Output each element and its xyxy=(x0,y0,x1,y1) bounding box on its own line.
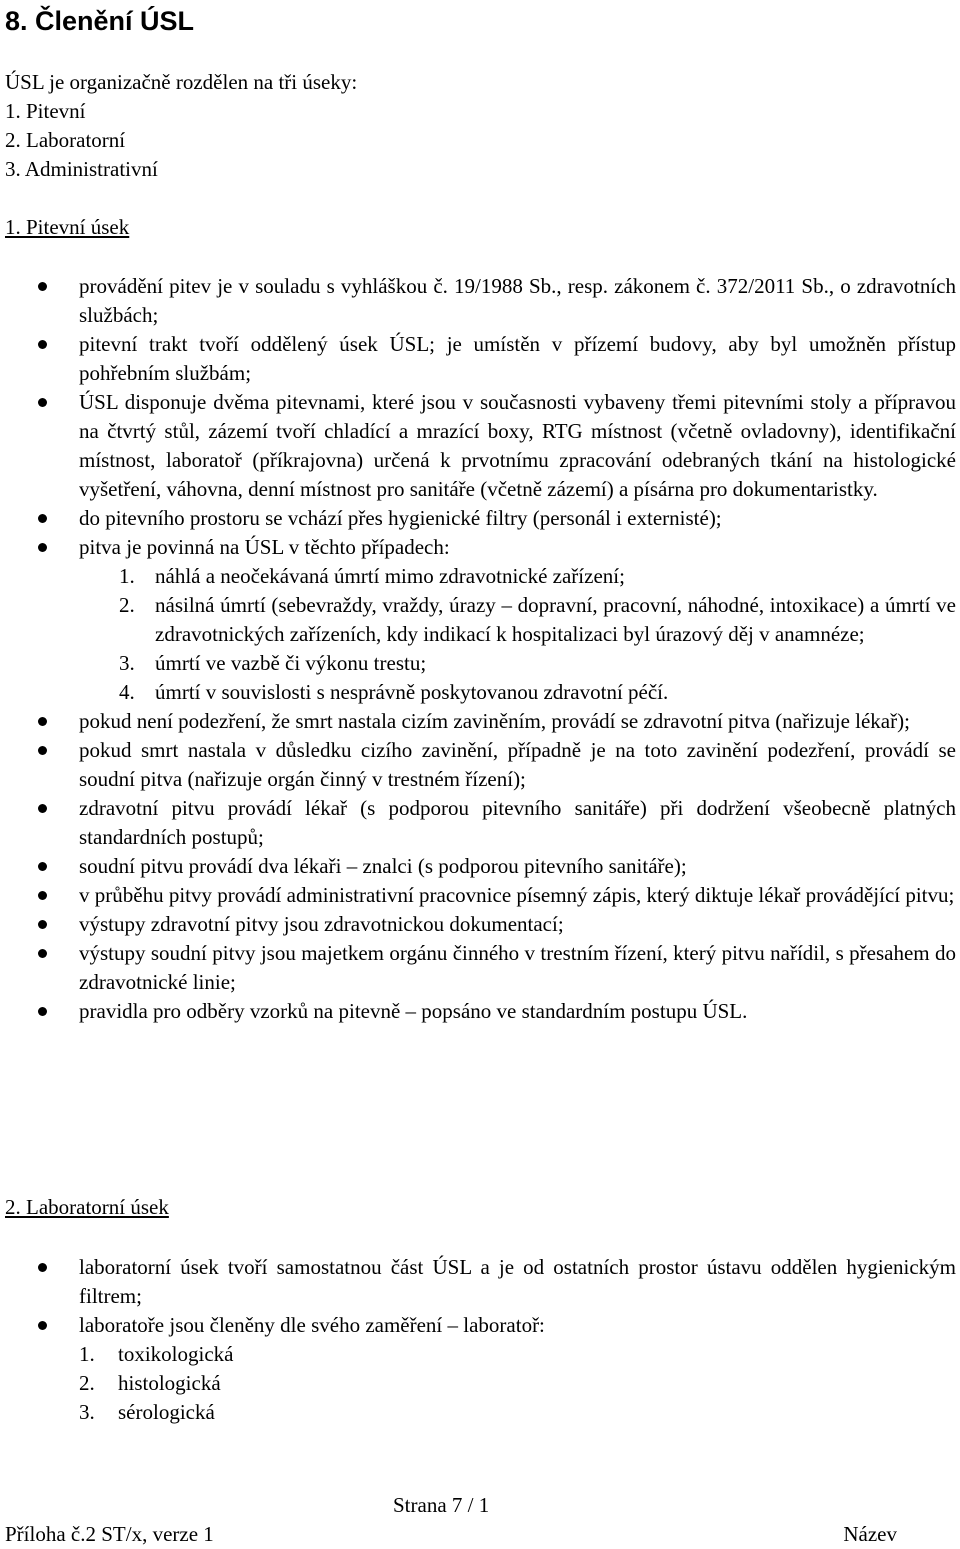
case-number: 2. xyxy=(119,593,135,617)
list-item xyxy=(0,881,960,910)
list-item xyxy=(0,707,960,736)
case-item xyxy=(79,678,956,707)
page-title: 8. Členění ÚSL xyxy=(5,6,195,36)
list-item-text: zdravotní pitvu provádí lékař (s podporou pitevního sanitáře) při dodržení všeobecně platných standardních postupů; xyxy=(79,796,956,849)
case-item xyxy=(79,649,956,678)
list-item xyxy=(0,388,960,504)
lab-name: toxikologická xyxy=(118,1342,234,1366)
case-number: 3. xyxy=(119,651,135,675)
list-item-text: výstupy zdravotní pitvy jsou zdravotnickou dokumentací; xyxy=(79,912,564,936)
case-text: násilná úmrtí (sebevraždy, vraždy, úrazy – dopravní, pracovní, náhodné, intoxikace) a úmrtí ve zdravotnických zařízeních, kdy indikací k hospitalizaci byl úrazový děj v anamnéze; xyxy=(155,593,956,646)
bullet-icon xyxy=(38,862,47,871)
footer-title-label: Název xyxy=(843,1522,897,1546)
list-item xyxy=(0,939,960,997)
list-item-text: pitevní trakt tvoří oddělený úsek ÚSL; je umístěn v přízemí budovy, aby byl umožněn přístup pohřebním službám; xyxy=(79,332,956,385)
bullet-icon xyxy=(38,1263,47,1272)
list-item-text: do pitevního prostoru se vchází přes hygienické filtry (personál i externisté); xyxy=(79,506,722,530)
list-item-text: ÚSL disponuje dvěma pitevnami, které jsou v současnosti vybaveny třemi pitevními stoly a přípravou na čtvrtý stůl, zázemí tvoří chladící a mrazící boxy, RTG místnost (včetně ovladovny), identifikační místnost, laboratoř (příkrajovna) určená k prvotnímu zpracování odebraných tkání na histologické vyšetření, váhovna, denní místnost pro sanitáře (včetně zázemí) a písárna pro dokumentaristky. xyxy=(79,390,956,501)
lab-item xyxy=(0,1398,233,1427)
laboratory-list xyxy=(0,1340,233,1427)
intro-item: 3. Administrativní xyxy=(5,157,158,181)
bullet-icon xyxy=(38,717,47,726)
list-item xyxy=(0,504,960,533)
list-item xyxy=(0,852,960,881)
list-item-text: laboratoře jsou členěny dle svého zaměření – laboratoř: xyxy=(79,1313,545,1337)
lab-number: 1. xyxy=(79,1342,95,1366)
list-item xyxy=(0,997,960,1026)
bullet-icon xyxy=(38,920,47,929)
list-item-text: výstupy soudní pitvy jsou majetkem orgánu činného v trestním řízení, který pitvu nařídil, s přesahem do zdravotnické linie; xyxy=(79,941,956,994)
list-item xyxy=(0,1253,960,1311)
section1-bullet-list xyxy=(0,272,960,1026)
case-text: úmrtí ve vazbě či výkonu trestu; xyxy=(155,651,427,675)
bullet-icon xyxy=(38,804,47,813)
list-item-text: v průběhu pitvy provádí administrativní pracovnice písemný zápis, který diktuje lékař provádějící pitvu; xyxy=(79,883,955,907)
bullet-icon xyxy=(38,1321,47,1330)
lab-number: 3. xyxy=(79,1400,95,1424)
bullet-icon xyxy=(38,514,47,523)
bullet-icon xyxy=(38,891,47,900)
page-number: Strana 7 / 1 xyxy=(393,1493,490,1517)
bullet-icon xyxy=(38,949,47,958)
intro-text: ÚSL je organizačně rozdělen na tři úseky: xyxy=(5,70,358,94)
intro-item: 2. Laboratorní xyxy=(5,128,126,152)
intro-item: 1. Pitevní xyxy=(5,99,86,123)
lab-number: 2. xyxy=(79,1371,95,1395)
list-item xyxy=(0,1311,960,1340)
section2-heading: 2. Laboratorní úsek xyxy=(5,1195,169,1219)
list-item xyxy=(0,794,960,852)
list-item-text: soudní pitvu provádí dva lékaři – znalci (s podporou pitevního sanitáře); xyxy=(79,854,687,878)
bullet-icon xyxy=(38,746,47,755)
bullet-icon xyxy=(38,340,47,349)
footer-attachment-label: Příloha č.2 ST/x, verze 1 xyxy=(5,1522,214,1546)
lab-item xyxy=(0,1369,233,1398)
list-item-text: pitva je povinná na ÚSL v těchto případech: xyxy=(79,535,450,559)
list-item-text: pokud není podezření, že smrt nastala cizím zaviněním, provádí se zdravotní pitva (nařizuje lékař); xyxy=(79,709,910,733)
lab-name: histologická xyxy=(118,1371,221,1395)
list-item-text: provádění pitev je v souladu s vyhláškou č. 19/1988 Sb., resp. zákonem č. 372/2011 Sb., o zdravotních službách; xyxy=(79,274,956,327)
list-item-text: laboratorní úsek tvoří samostatnou část ÚSL a je od ostatních prostor ústavu oddělen hygienickým filtrem; xyxy=(79,1255,956,1308)
lab-name: sérologická xyxy=(118,1400,215,1424)
case-text: náhlá a neočekávaná úmrtí mimo zdravotnické zařízení; xyxy=(155,564,625,588)
lab-item xyxy=(0,1340,233,1369)
bullet-icon xyxy=(38,543,47,552)
list-item xyxy=(0,272,960,330)
list-item xyxy=(0,533,960,707)
case-number: 4. xyxy=(119,680,135,704)
bullet-icon xyxy=(38,398,47,407)
mandatory-cases-list xyxy=(79,562,956,707)
list-item xyxy=(0,330,960,388)
list-item-text: pravidla pro odběry vzorků na pitevně – popsáno ve standardním postupu ÚSL. xyxy=(79,999,748,1023)
section2-bullet-list xyxy=(0,1253,960,1340)
bullet-icon xyxy=(38,1007,47,1016)
bullet-icon xyxy=(38,282,47,291)
case-number: 1. xyxy=(119,564,135,588)
list-item-text: pokud smrt nastala v důsledku cizího zavinění, případně je na toto zavinění podezření, provádí se soudní pitva (nařizuje orgán činný v trestném řízení); xyxy=(79,738,956,791)
case-item xyxy=(79,591,956,649)
case-item xyxy=(79,562,956,591)
case-text: úmrtí v souvislosti s nesprávně poskytovanou zdravotní péčí. xyxy=(155,680,669,704)
list-item xyxy=(0,736,960,794)
list-item xyxy=(0,910,960,939)
section1-heading: 1. Pitevní úsek xyxy=(5,215,130,239)
